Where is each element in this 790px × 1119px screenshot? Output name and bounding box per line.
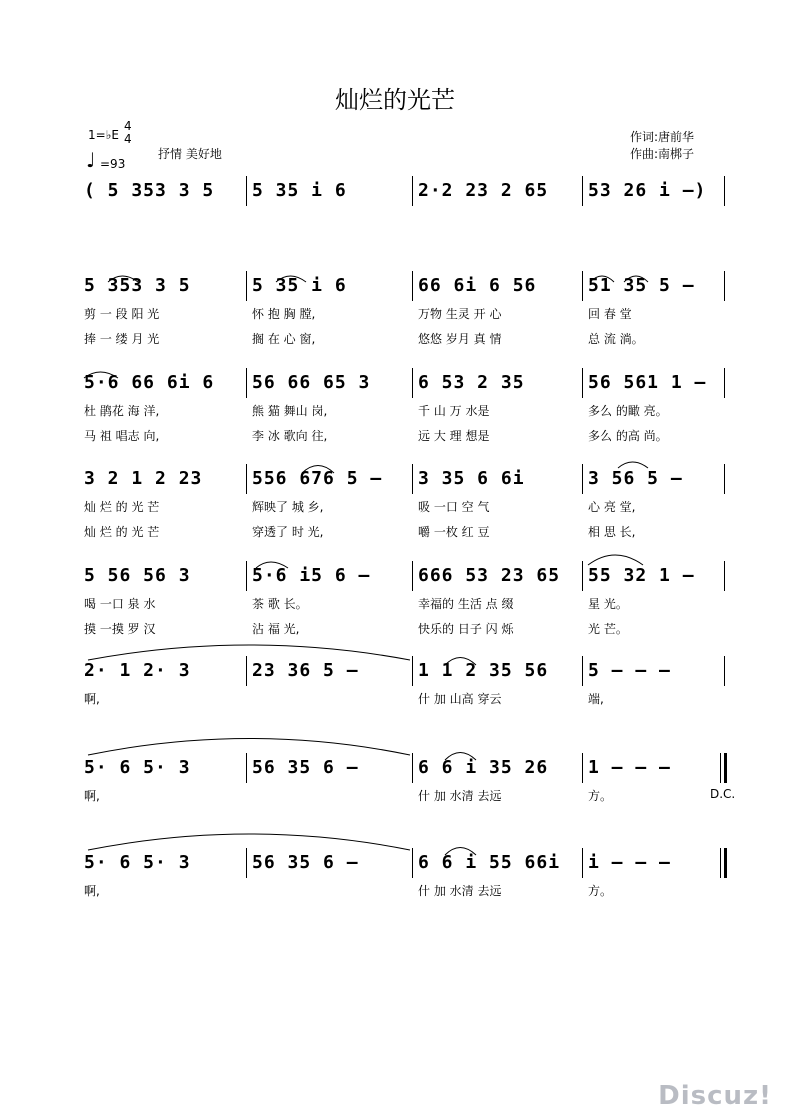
measure-notes: 666 53 23 65 <box>418 565 561 586</box>
lyric-line-1: 什 加 水清 去远 <box>418 884 502 898</box>
lyric-line-1: 幸福的 生活 点 缀 <box>418 597 514 611</box>
lyric-line-1: 心 亮 堂, <box>588 500 636 514</box>
measure-notes: 1 – – – <box>588 757 671 778</box>
measure-notes: 5·6 i5 6 – <box>252 565 371 586</box>
lyric-line-1: 啊, <box>84 884 100 898</box>
lyric-line-1: 灿 烂 的 光 芒 <box>84 500 160 514</box>
lyric-line-1: 辉映了 城 乡, <box>252 500 324 514</box>
lyric-line-2: 灿 烂 的 光 芒 <box>84 525 160 539</box>
measure-notes: i – – – <box>588 852 671 873</box>
measure-notes: 6 53 2 35 <box>418 372 525 393</box>
measure-notes: 23 36 5 – <box>252 660 359 681</box>
measure-notes: ( 5 353 3 5 <box>84 180 215 201</box>
measure-notes: 51 35 5 – <box>588 275 695 296</box>
composer-credit: 作曲:南梆子 <box>630 147 695 161</box>
da-capo-marking: D.C. <box>710 787 736 801</box>
lyric-line-1: 星 光。 <box>588 597 628 611</box>
measure-notes: 56 35 6 – <box>252 757 359 778</box>
lyric-line-1: 喝 一口 泉 水 <box>84 597 156 611</box>
lyric-line-1: 什 加 山高 穿云 <box>418 692 502 706</box>
lyric-line-2: 搁 在 心 窗, <box>252 332 316 346</box>
measure-notes: 5 56 56 3 <box>84 565 191 586</box>
measure-notes: 2· 1 2· 3 <box>84 660 191 681</box>
lyric-line-2: 捧 一 缕 月 光 <box>84 332 160 346</box>
lyric-line-2: 多么 的高 尚。 <box>588 429 668 443</box>
lyric-line-2: 沾 福 光, <box>252 622 300 636</box>
measure-notes: 5 35 i 6 <box>252 275 347 296</box>
measure-notes: 5 – – – <box>588 660 671 681</box>
lyric-line-2: 嚼 一枚 红 豆 <box>418 525 490 539</box>
song-title: 灿烂的光芒 <box>335 86 455 114</box>
key-flat: ♭E <box>105 128 119 142</box>
lyric-line-1: 怀 抱 胸 膛, <box>252 307 316 321</box>
lyric-line-1: 端, <box>588 692 604 706</box>
measure-notes: 556 676 5 – <box>252 468 383 489</box>
measure-notes: 56 35 6 – <box>252 852 359 873</box>
measure-notes: 66 6i 6 56 <box>418 275 537 296</box>
expression-marking: 抒情 美好地 <box>158 147 222 161</box>
lyric-line-2: 李 冰 歌向 往, <box>252 429 328 443</box>
measure-notes: 56 561 1 – <box>588 372 707 393</box>
measure-notes: 3 35 6 6i <box>418 468 525 489</box>
tempo-marking: =93 <box>100 157 126 171</box>
lyric-line-1: 啊, <box>84 789 100 803</box>
measure-notes: 3 2 1 2 23 <box>84 468 203 489</box>
quarter-note-icon: ♩ <box>86 148 96 172</box>
lyric-line-1: 熊 猫 舞山 岗, <box>252 404 328 418</box>
lyric-line-1: 杜 鹃花 海 洋, <box>84 404 160 418</box>
measure-notes: 5· 6 5· 3 <box>84 757 191 778</box>
lyric-line-1: 万物 生灵 开 心 <box>418 307 502 321</box>
measure-notes: 5· 6 5· 3 <box>84 852 191 873</box>
measure-notes: 5 35 i 6 <box>252 180 347 201</box>
lyricist-credit: 作词:唐前华 <box>630 130 695 144</box>
time-bottom: 4 <box>124 132 132 146</box>
lyric-line-1: 多么 的瞰 亮。 <box>588 404 668 418</box>
lyric-line-2: 穿透了 时 光, <box>252 525 324 539</box>
lyric-line-1: 回 春 堂 <box>588 307 632 321</box>
lyric-line-1: 什 加 水清 去远 <box>418 789 502 803</box>
lyric-line-2: 远 大 理 想是 <box>418 429 490 443</box>
lyric-line-2: 相 思 长, <box>588 525 636 539</box>
lyric-line-2: 快乐的 日子 闪 烁 <box>418 622 514 636</box>
watermark-logo: Discuz! <box>658 1081 772 1111</box>
measure-notes: 3 56 5 – <box>588 468 683 489</box>
lyric-line-1: 方。 <box>588 789 613 803</box>
lyric-line-2: 总 流 淌。 <box>588 332 644 346</box>
time-top: 4 <box>124 119 132 133</box>
lyric-line-2: 悠悠 岁月 真 情 <box>418 332 502 346</box>
lyric-line-2: 摸 一摸 罗 汉 <box>84 622 156 636</box>
lyric-line-1: 千 山 万 水是 <box>418 404 490 418</box>
measure-notes: 6 6 i 35 26 <box>418 757 549 778</box>
measure-notes: 5 353 3 5 <box>84 275 191 296</box>
lyric-line-2: 马 祖 唱志 向, <box>84 429 160 443</box>
measure-notes: 1 1 2 35 56 <box>418 660 549 681</box>
measure-notes: 53 26 i –) <box>588 180 707 201</box>
lyric-line-2: 光 芒。 <box>588 622 628 636</box>
lyric-line-1: 茶 歌 长。 <box>252 597 308 611</box>
measure-notes: 2·2 23 2 65 <box>418 180 549 201</box>
measure-notes: 55 32 1 – <box>588 565 695 586</box>
measure-notes: 6 6 i 55 66i <box>418 852 561 873</box>
key-label: 1= <box>88 128 106 142</box>
lyric-line-1: 方。 <box>588 884 613 898</box>
lyric-line-1: 啊, <box>84 692 100 706</box>
lyric-line-1: 剪 一 段 阳 光 <box>84 307 160 321</box>
measure-notes: 5·6 66 6i 6 <box>84 372 215 393</box>
lyric-line-1: 吸 一口 空 气 <box>418 500 490 514</box>
measure-notes: 56 66 65 3 <box>252 372 371 393</box>
